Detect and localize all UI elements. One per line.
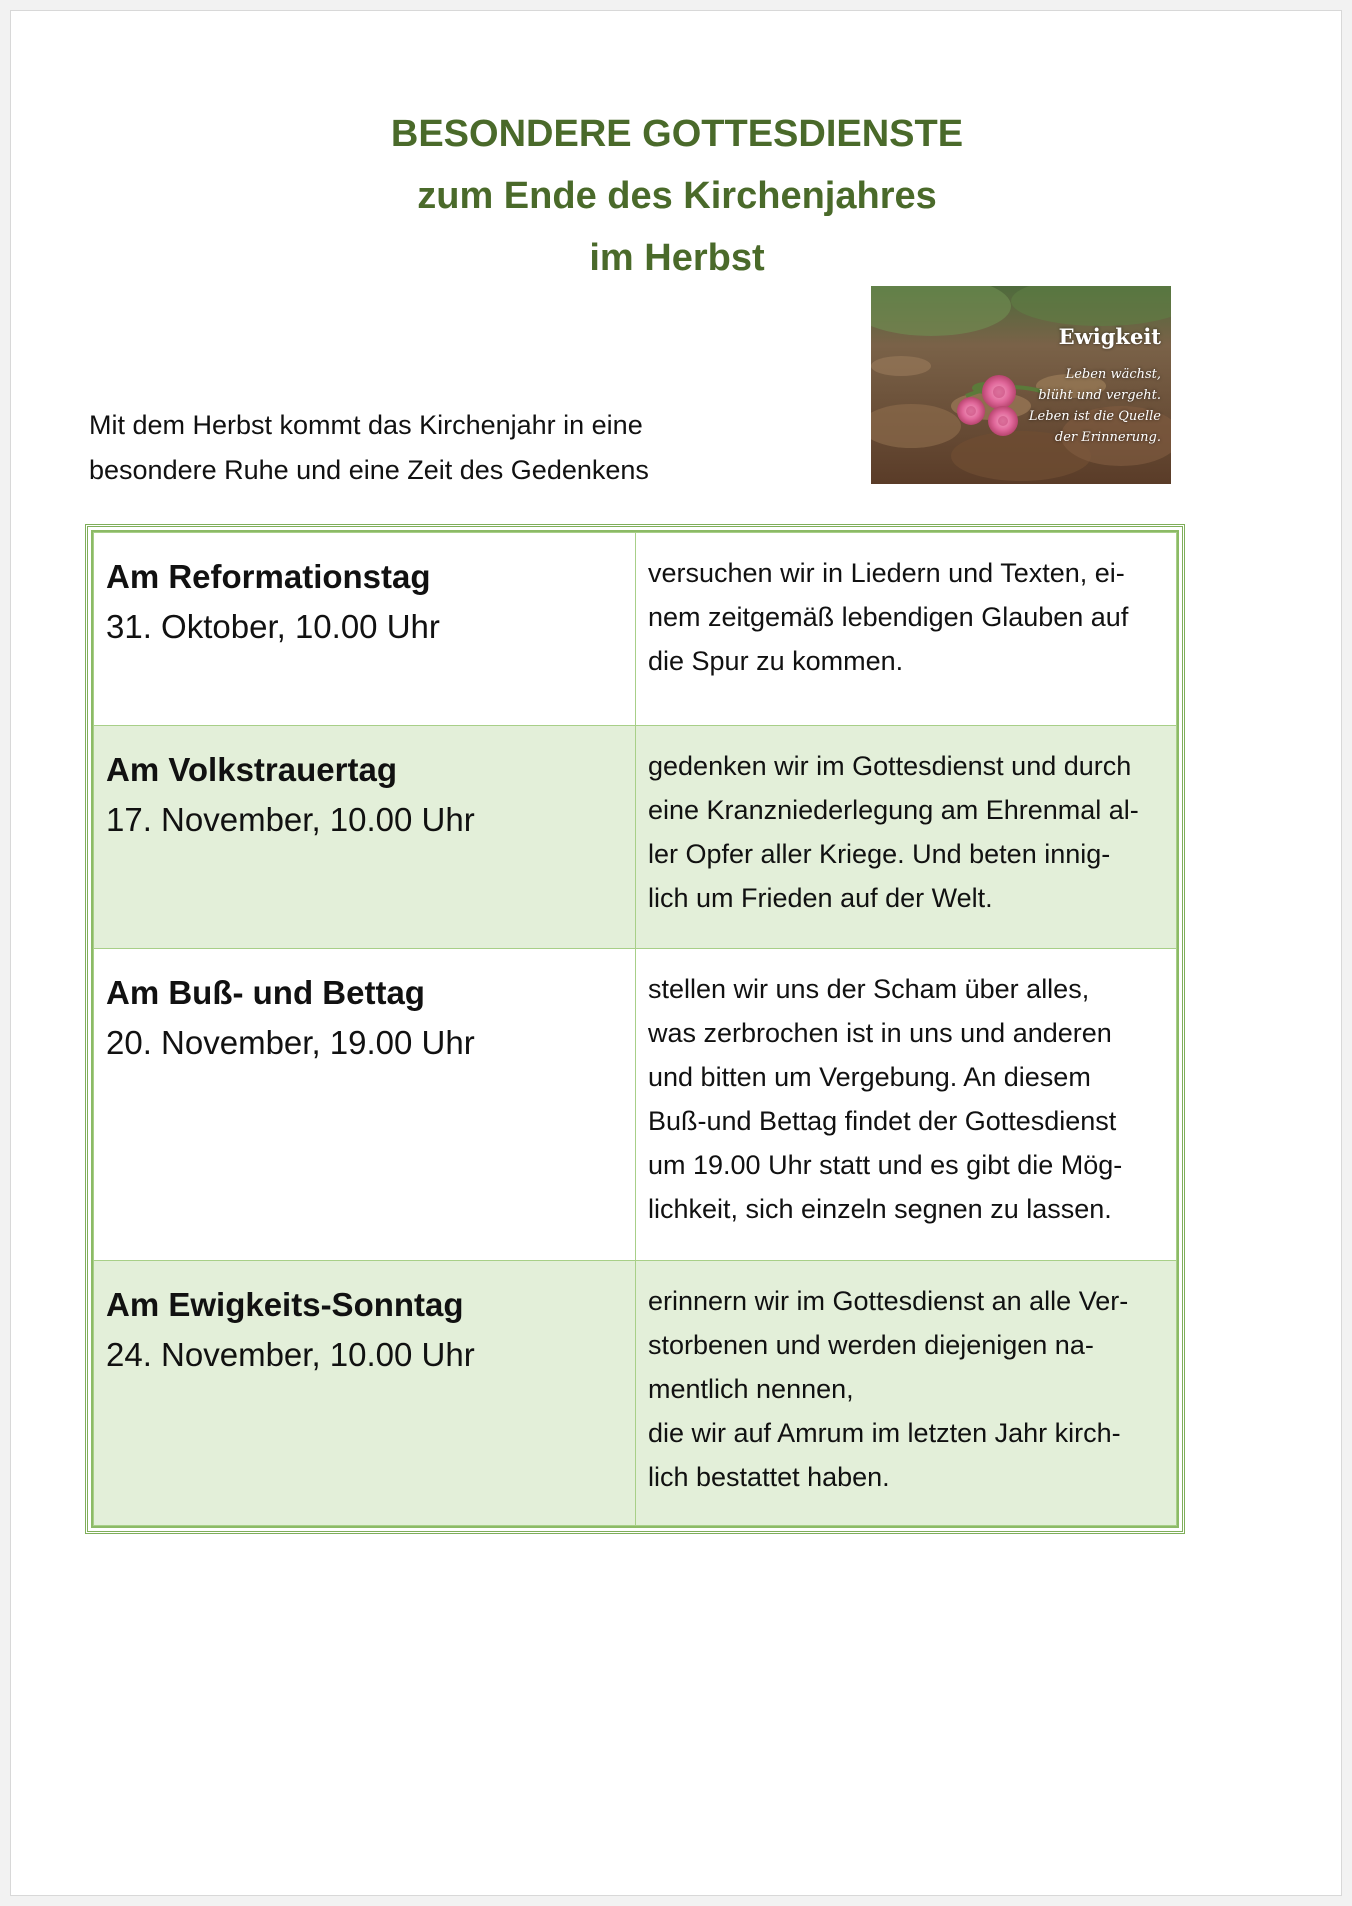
table-row <box>94 1261 1177 1526</box>
services-table <box>85 524 1185 1534</box>
service-when <box>94 949 636 1261</box>
service-description-cell <box>636 1261 1177 1526</box>
service-when <box>94 533 636 726</box>
photo-caption-line: Leben ist die Quelle <box>1028 409 1161 424</box>
photo-caption-line: der Erinnerung. <box>1054 430 1161 445</box>
photo-caption-text <box>991 364 1161 448</box>
services-table-grid <box>93 532 1177 1526</box>
service-description-cell <box>636 726 1177 949</box>
service-description: erinnern wir im Gottesdienst an alle Ver- storbenen und werden diejenigen na- mentlich nennen, die wir auf Amrum im letzten Jahr kirch- lich bestattet haben. <box>648 1286 1129 1492</box>
table-row <box>94 726 1177 949</box>
service-when <box>94 726 636 949</box>
title-line-1: BESONDERE GOTTESDIENSTE <box>390 113 964 155</box>
photo-caption-line: blüht und vergeht. <box>1038 388 1161 403</box>
service-date: 31. Oktober, 10.00 Uhr <box>106 608 440 645</box>
photo-caption-line: Leben wächst, <box>1065 367 1161 382</box>
photo-caption-title: Ewigkeit <box>1058 324 1161 349</box>
title-line-3: im Herbst <box>589 237 765 279</box>
table-row <box>94 949 1177 1261</box>
service-date: 24. November, 10.00 Uhr <box>106 1336 475 1373</box>
service-when <box>94 1261 636 1526</box>
document-page <box>10 10 1342 1896</box>
service-description-cell <box>636 533 1177 726</box>
service-name: Am Buß- und Bettag <box>106 974 425 1011</box>
service-description-cell <box>636 949 1177 1261</box>
service-description: gedenken wir im Gottesdienst und durch eine Kranzniederlegung am Ehrenmal al- ler Opfer aller Kriege. Und beten innig- lich um Frieden auf der Welt. <box>648 751 1139 913</box>
service-date: 17. November, 10.00 Uhr <box>106 801 475 838</box>
page-title <box>11 103 1343 289</box>
service-description: stellen wir uns der Scham über alles, was zerbrochen ist in uns und anderen und bitten um Vergebung. An diesem Buß-und Bettag findet der Gottesdienst um 19.00 Uhr statt und es gibt die Mög- lichkeit, sich einzeln segnen zu lassen. <box>648 974 1123 1224</box>
service-date: 20. November, 19.00 Uhr <box>106 1024 475 1061</box>
table-row <box>94 533 1177 726</box>
ewigkeit-photo <box>871 286 1171 484</box>
intro-text <box>89 403 729 493</box>
service-name: Am Volkstrauertag <box>106 751 397 788</box>
intro-line-1: Mit dem Herbst kommt das Kirchenjahr in eine <box>89 410 643 440</box>
service-name: Am Ewigkeits-Sonntag <box>106 1286 464 1323</box>
intro-line-2: besondere Ruhe und eine Zeit des Gedenkens <box>89 455 649 485</box>
title-line-2: zum Ende des Kirchenjahres <box>417 175 937 217</box>
service-description: versuchen wir in Liedern und Texten, ei- nem zeitgemäß lebendigen Glauben auf die Spur zu kommen. <box>648 558 1129 676</box>
service-name: Am Reformationstag <box>106 558 431 595</box>
